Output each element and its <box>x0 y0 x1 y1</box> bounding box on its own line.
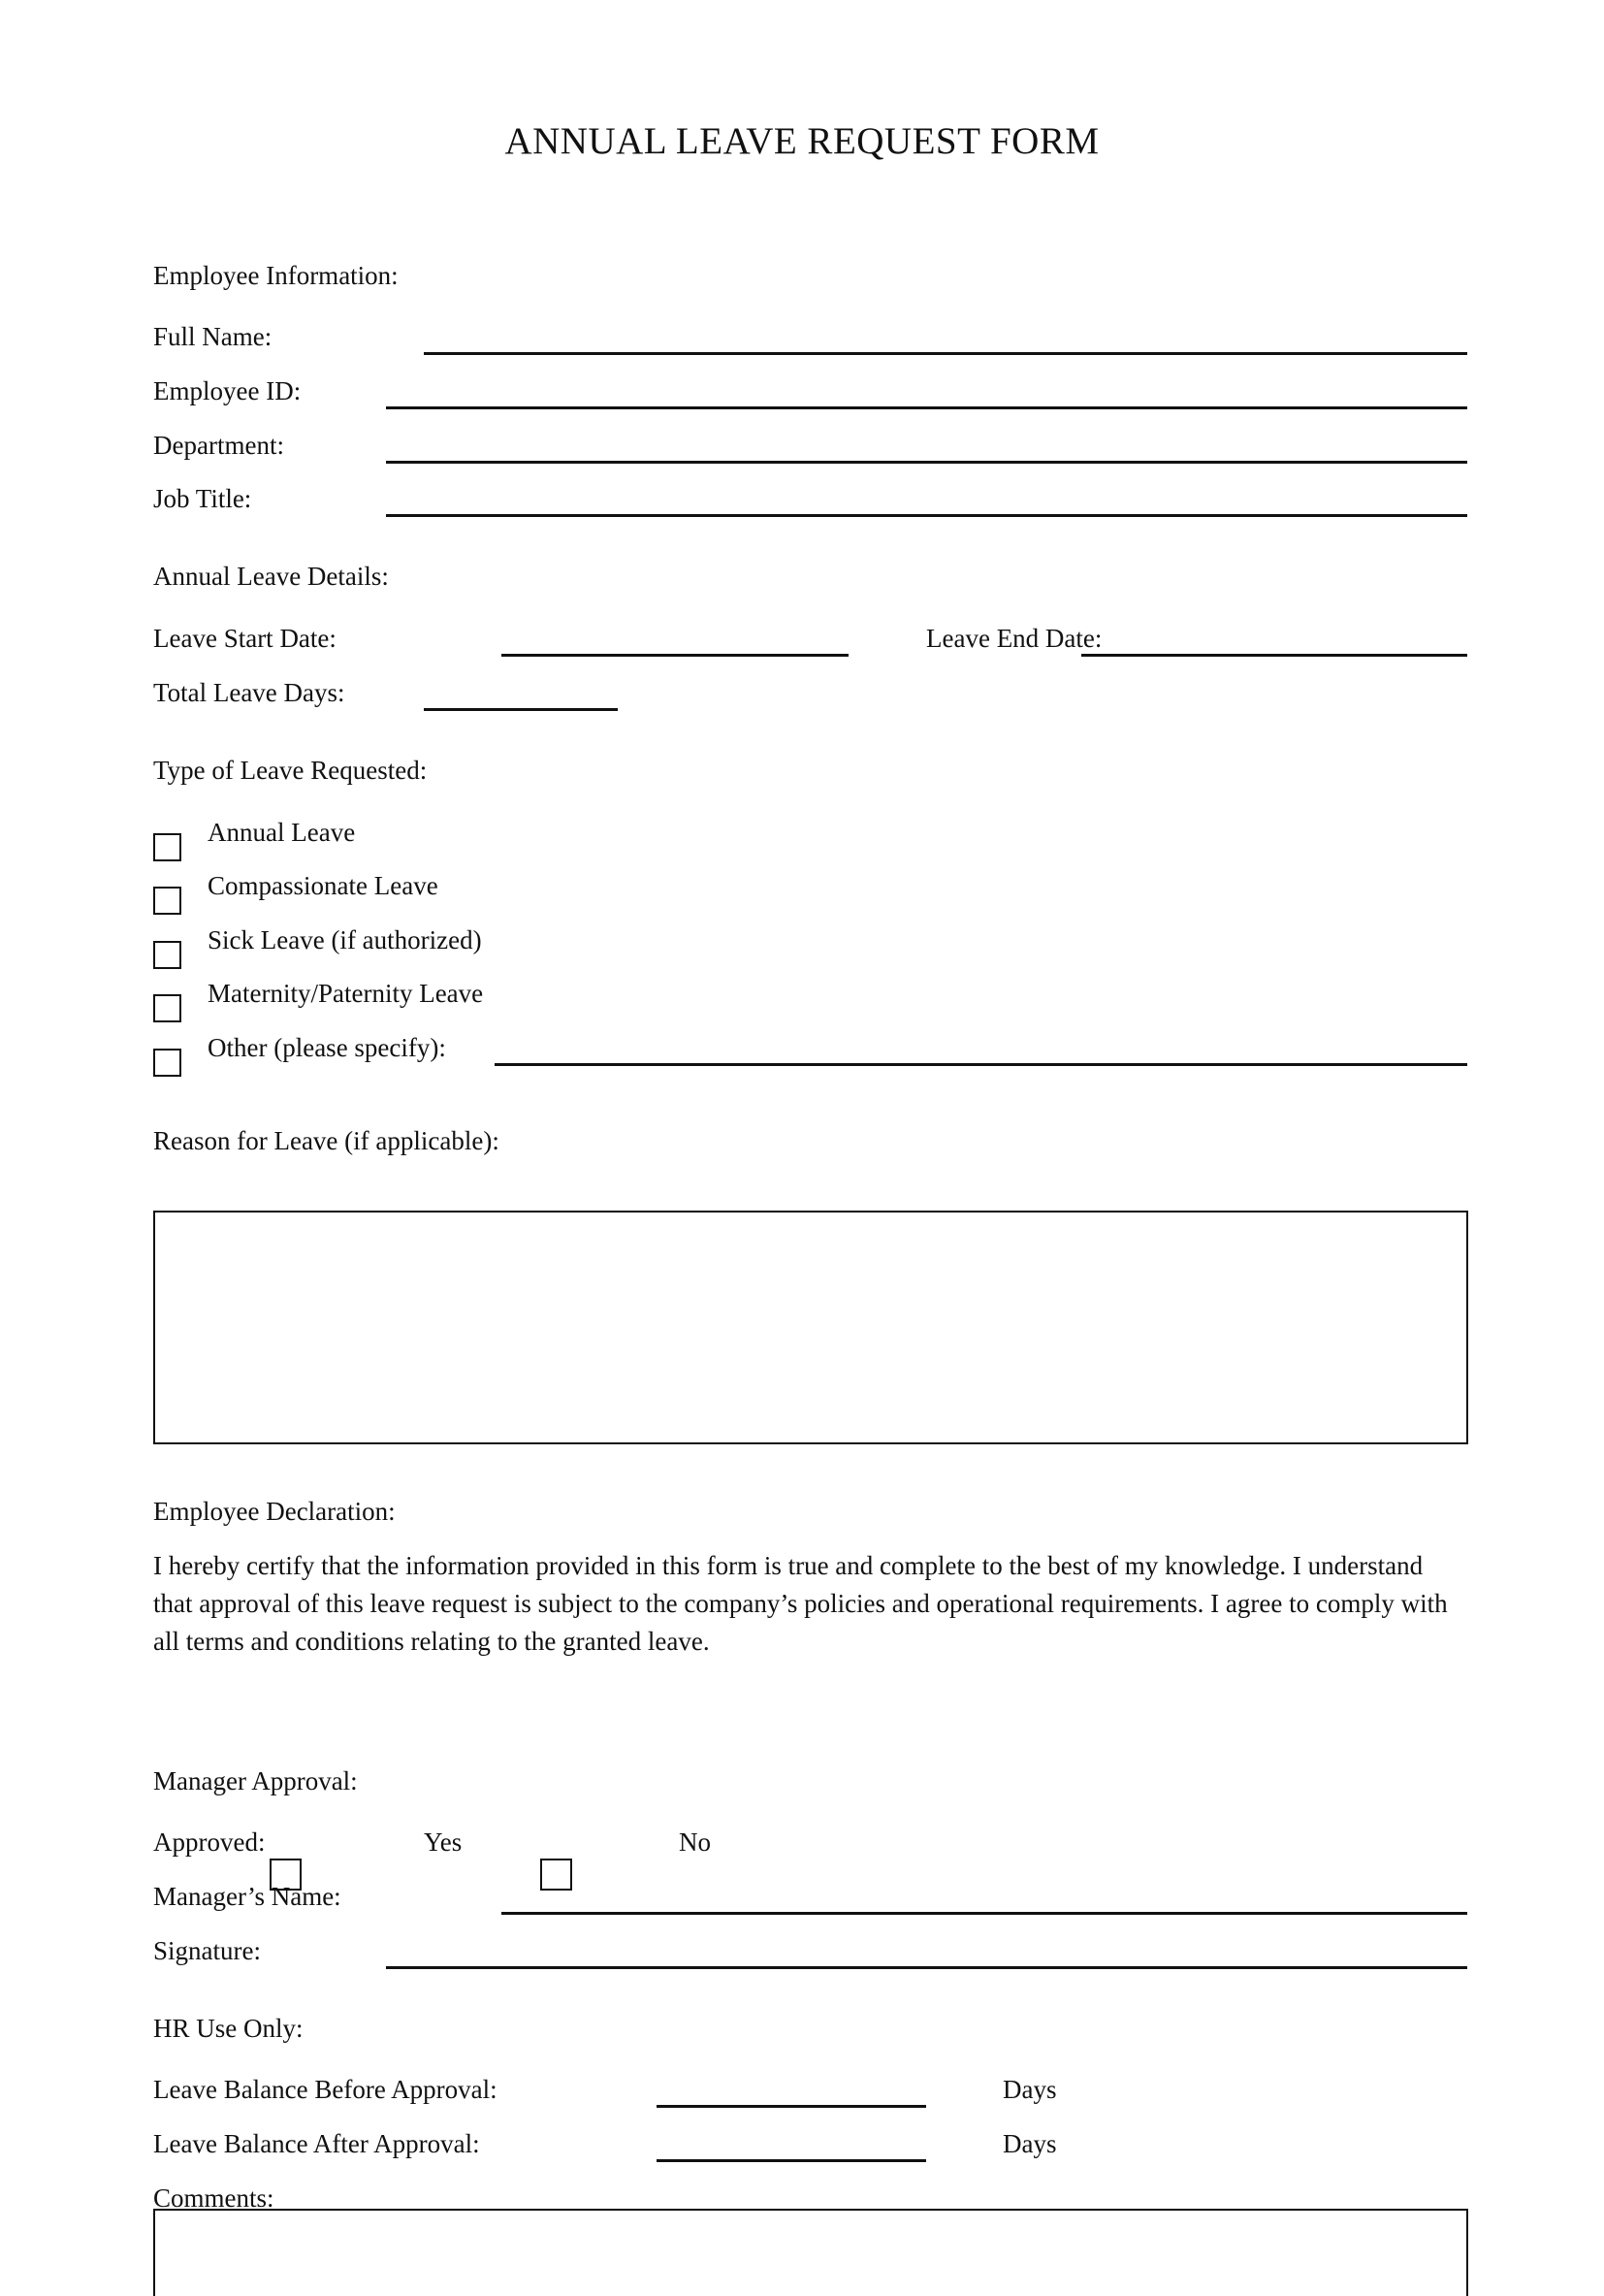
sick-leave-checkbox[interactable] <box>153 941 181 969</box>
annual-leave-label: Annual Leave <box>208 818 356 847</box>
leave-start-date-field[interactable] <box>501 654 849 657</box>
employee-info-heading: Employee Information: <box>153 261 399 290</box>
leave-details-heading: Annual Leave Details: <box>153 562 389 591</box>
compassionate-leave-checkbox[interactable] <box>153 887 181 915</box>
leave-start-date-label: Leave Start Date: <box>153 624 337 653</box>
balance-after-field[interactable] <box>657 2159 926 2162</box>
compassionate-leave-label: Compassionate Leave <box>208 871 438 900</box>
approved-no-checkbox[interactable] <box>540 1859 572 1891</box>
comments-label: Comments: <box>153 2183 274 2213</box>
job-title-field[interactable] <box>386 514 1467 517</box>
balance-before-field[interactable] <box>657 2105 926 2108</box>
maternity-paternity-leave-label: Maternity/Paternity Leave <box>208 979 484 1008</box>
reason-heading: Reason for Leave (if applicable): <box>153 1126 499 1155</box>
signature-field[interactable] <box>386 1966 1467 1969</box>
balance-after-days-label: Days <box>1003 2129 1057 2158</box>
approved-yes-label: Yes <box>424 1827 463 1857</box>
leave-type-heading: Type of Leave Requested: <box>153 756 428 785</box>
leave-end-date-field[interactable] <box>1081 654 1467 657</box>
hr-use-only-heading: HR Use Only: <box>153 2014 304 2043</box>
department-field[interactable] <box>386 461 1467 464</box>
balance-before-label: Leave Balance Before Approval: <box>153 2075 497 2104</box>
department-label: Department: <box>153 431 284 460</box>
declaration-heading: Employee Declaration: <box>153 1497 396 1526</box>
full-name-label: Full Name: <box>153 322 273 351</box>
maternity-paternity-leave-checkbox[interactable] <box>153 994 181 1022</box>
employee-id-label: Employee ID: <box>153 376 302 405</box>
declaration-text: I hereby certify that the information provided in this form is true and complete to the best of my knowledge. I understand that approval of this leave request is subject to the company’s policies and operational requirements. I agree to comply with all terms and conditions relating to the granted leave. <box>153 1551 1448 1656</box>
manager-name-field[interactable] <box>501 1912 1467 1915</box>
approved-label: Approved: <box>153 1827 266 1857</box>
other-leave-specify-field[interactable] <box>495 1063 1467 1066</box>
manager-approval-heading: Manager Approval: <box>153 1766 358 1795</box>
manager-name-label: Manager’s Name: <box>153 1882 341 1911</box>
reason-textarea[interactable] <box>153 1211 1468 1444</box>
approved-no-label: No <box>679 1827 711 1857</box>
signature-label: Signature: <box>153 1936 261 1965</box>
total-leave-days-field[interactable] <box>424 708 618 711</box>
form-title: ANNUAL LEAVE REQUEST FORM <box>504 120 1100 162</box>
total-leave-days-label: Total Leave Days: <box>153 678 345 707</box>
leave-end-date-label: Leave End Date: <box>926 624 1103 653</box>
comments-textarea[interactable] <box>153 2209 1468 2296</box>
employee-id-field[interactable] <box>386 406 1467 409</box>
other-leave-checkbox[interactable] <box>153 1049 181 1077</box>
balance-after-label: Leave Balance After Approval: <box>153 2129 480 2158</box>
full-name-field[interactable] <box>424 352 1467 355</box>
other-leave-label: Other (please specify): <box>208 1033 446 1062</box>
balance-before-days-label: Days <box>1003 2075 1057 2104</box>
annual-leave-checkbox[interactable] <box>153 833 181 861</box>
sick-leave-label: Sick Leave (if authorized) <box>208 925 482 954</box>
job-title-label: Job Title: <box>153 484 252 513</box>
